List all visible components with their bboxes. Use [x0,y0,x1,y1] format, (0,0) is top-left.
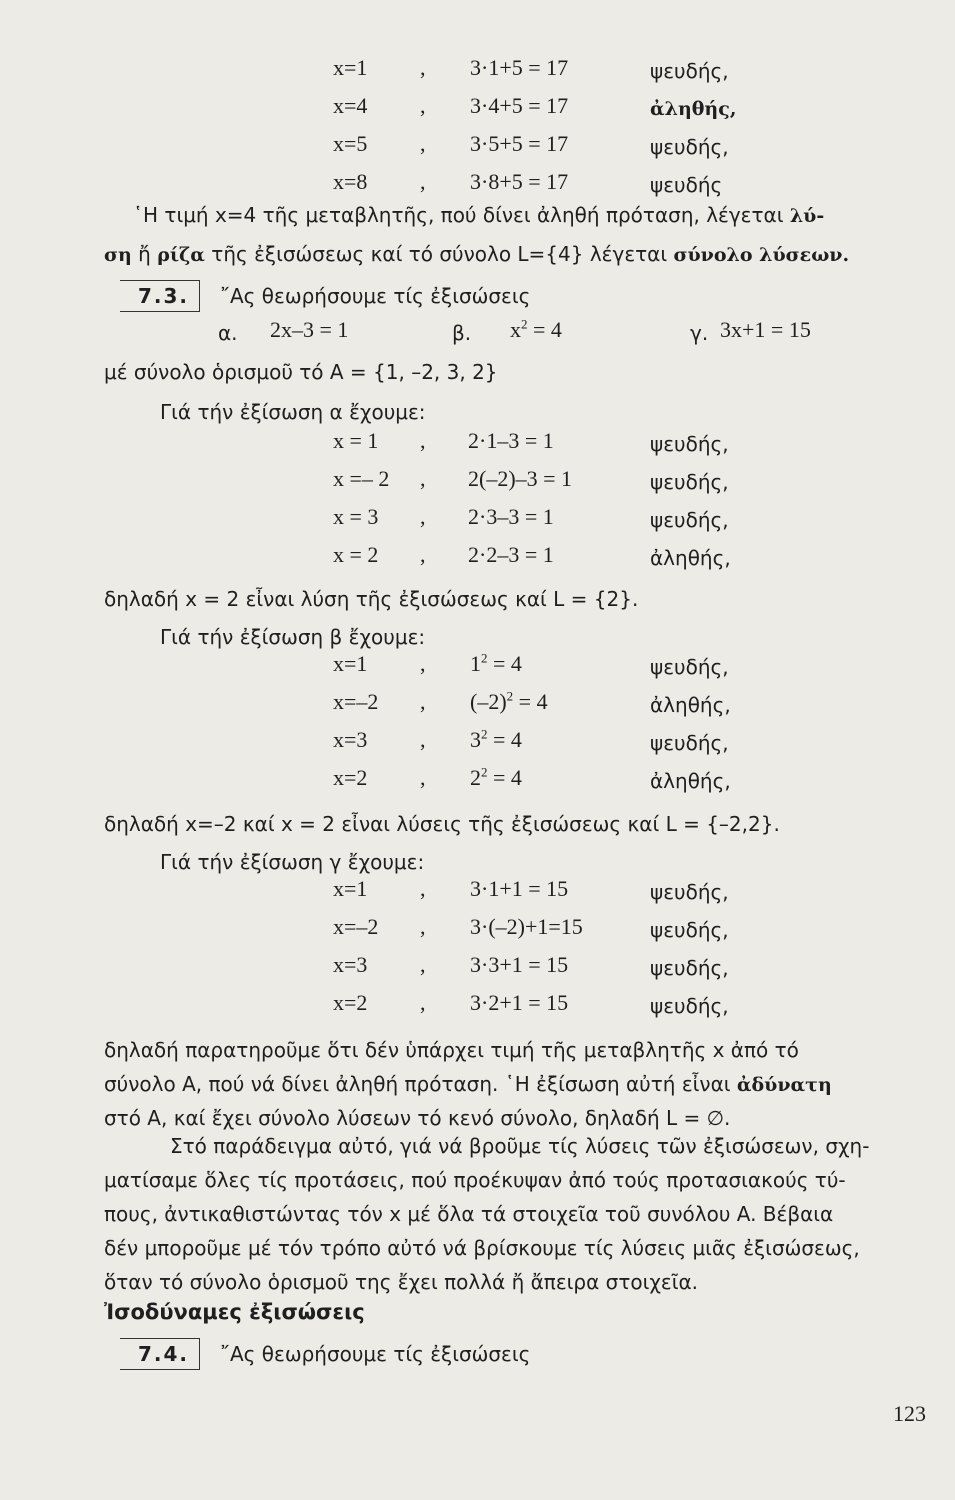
table-result: ἀληθής, [650,693,731,717]
expression-exponent: 2 [481,764,488,780]
expression-exponent: 2 [506,688,514,704]
table-x-value: x=2 [333,765,368,790]
expression-exponent: 2 [481,726,488,742]
paragraph-root-line1: ῾Η τιμή x=4 τῆς μεταβλητῆς, πού δίνει ἀληθή πρόταση, λέγεται λύ- [133,203,825,227]
section-7-3-text: ῎Ας θεωρήσουμε τίς ἐξισώσεις [220,284,531,308]
equation-a: 2x–3 = 1 [270,317,349,342]
table-x-value: x=–2 [333,914,379,939]
table-result: ψευδής, [650,731,729,755]
expression-rest: = 4 [487,651,522,676]
table-expression: 2·2–3 = 1 [468,542,554,567]
table-comma: , [420,689,426,714]
table-x-value: x=2 [333,990,368,1015]
table-result: ψευδής, [650,508,729,532]
equation-b-label: β. [452,321,472,345]
table-result: ψευδής, [650,470,729,494]
table-expression: 3·(–2)+1=15 [470,914,583,939]
table-comma: , [420,169,426,194]
paragraph-line: ὅταν τό σύνολο ὁρισμοῦ της ἔχει πολλά ἤ ἄπειρα στοιχεῖα. [104,1270,699,1294]
table-comma: , [420,55,426,80]
table-x-value: x =– 2 [333,466,390,491]
expression-rest: = 4 [513,689,548,714]
equation-c: 3x+1 = 15 [720,317,811,342]
table-result: ψευδής, [650,880,729,904]
paragraph-line: δέν μποροῦμε μέ τόν τρόπο αὐτό νά βρίσκουμε τίς λύσεις μιᾶς ἐξισώσεως, [104,1236,860,1260]
table-expression: 3·1+5 = 17 [470,55,569,80]
paragraph-line: ματίσαμε ὅλες τίς προτάσεις, πού προέκυψαν ἀπό τούς προτασιακούς τύ- [104,1168,846,1192]
equation-a-label: α. [218,321,238,345]
table-expression: 2·3–3 = 1 [468,504,554,529]
expression-rest: = 4 [487,765,522,790]
table-result: ψευδής, [650,59,729,83]
table-result: ψευδής, [650,655,729,679]
paragraph-impossible-line3: στό A, καί ἔχει σύνολο λύσεων τό κενό σύνολο, δηλαδή L = ∅. [104,1106,731,1130]
table-expression: 3·5+5 = 17 [470,131,569,156]
table-expression: 3·1+1 = 15 [470,876,569,901]
table-expression: 3·4+5 = 17 [470,93,569,118]
page-number: 123 [893,1401,926,1426]
section-number-7-4: 7.4. [120,1338,200,1370]
table-expression: 3·2+1 = 15 [470,990,569,1015]
table-expression: 3·3+1 = 15 [470,952,569,977]
section-number-7-3: 7.3. [120,280,200,312]
table-result: ψευδής [650,173,723,197]
equation-a-intro: Γιά τήν ἐξίσωση α ἔχουμε: [160,400,426,424]
table-result: ψευδής, [650,135,729,159]
table-x-value: x = 3 [333,504,379,529]
table-x-value: x = 2 [333,542,379,567]
table-result: ἀληθής, [650,546,731,570]
table-x-value: x=5 [333,131,368,156]
paragraph-impossible-line1: δηλαδή παρατηροῦμε ὅτι δέν ὑπάρχει τιμή τῆς μεταβλητῆς x ἀπό τό [104,1038,799,1062]
section-7-4-text: ῎Ας θεωρήσουμε τίς ἐξισώσεις [220,1342,531,1366]
paragraph-impossible-line2: σύνολο A, πού νά δίνει ἀληθή πρόταση. ῾Η ἐξίσωση αὐτή εἶναι ἀδύνατη [104,1072,832,1096]
table-comma: , [420,914,426,939]
equation-c-intro: Γιά τήν ἐξίσωση γ ἔχουμε: [160,850,425,874]
table-comma: , [420,131,426,156]
table-expression [470,651,522,677]
table-comma: , [420,765,426,790]
table-comma: , [420,504,426,529]
table-x-value: x=4 [333,93,368,118]
table-x-value: x=3 [333,952,368,977]
expression-rest: = 4 [487,727,522,752]
table-result: ψευδής, [650,432,729,456]
table-comma: , [420,876,426,901]
paragraph-line: Στό παράδειγμα αὐτό, γιά νά βροῦμε τίς λύσεις τῶν ἐξισώσεων, σχη- [170,1134,870,1158]
equation-b: $x^2 = 4$ [510,316,562,342]
table-result: ἀληθής, [650,98,737,120]
equation-b-intro: Γιά τήν ἐξίσωση β ἔχουμε: [160,625,426,649]
table-result: ψευδής, [650,994,729,1018]
table-x-value: x=1 [333,55,368,80]
table-expression: 2(–2)–3 = 1 [468,466,573,491]
table-comma: , [420,651,426,676]
table-x-value: x=1 [333,651,368,676]
table-comma: , [420,990,426,1015]
table-x-value: x = 1 [333,428,379,453]
expression-base: 1 [470,651,481,676]
conclusion-a: δηλαδή x = 2 εἶναι λύση τῆς ἐξισώσεως καί L = {2}. [104,587,639,611]
table-expression: 3·8+5 = 17 [470,169,569,194]
section-heading-equivalent-equations: Ἰσοδύναμες ἐξισώσεις [104,1300,365,1324]
table-expression [470,765,522,791]
equation-c-label: γ. [690,321,709,345]
table-x-value: x=8 [333,169,368,194]
table-x-value: x=1 [333,876,368,901]
table-comma: , [420,727,426,752]
expression-exponent: 2 [481,650,488,666]
table-comma: , [420,542,426,567]
table-result: ἀληθής, [650,769,731,793]
table-expression: 2·1–3 = 1 [468,428,554,453]
table-comma: , [420,428,426,453]
table-expression [470,727,522,753]
paragraph-line: πους, ἀντικαθιστώντας τόν x μέ ὅλα τά στοιχεῖα τοῦ συνόλου A. Βέβαια [104,1202,834,1226]
expression-base: (–2) [470,689,507,714]
table-comma: , [420,93,426,118]
table-expression [470,689,548,715]
domain-definition: μέ σύνολο ὁρισμοῦ τό A = {1, –2, 3, 2} [104,360,498,384]
table-comma: , [420,466,426,491]
table-result: ψευδής, [650,956,729,980]
table-x-value: x=3 [333,727,368,752]
paragraph-root-line2: ση ἤ ρίζα τῆς ἐξισώσεως καί τό σύνολο L={4} λέγεται σύνολο λύσεων. [104,242,850,266]
table-comma: , [420,952,426,977]
conclusion-b: δηλαδή x=–2 καί x = 2 εἶναι λύσεις τῆς ἐξισώσεως καί L = {–2,2}. [104,812,780,836]
table-result: ψευδής, [650,918,729,942]
table-x-value: x=–2 [333,689,379,714]
expression-base: 3 [470,727,481,752]
expression-base: 2 [470,765,481,790]
